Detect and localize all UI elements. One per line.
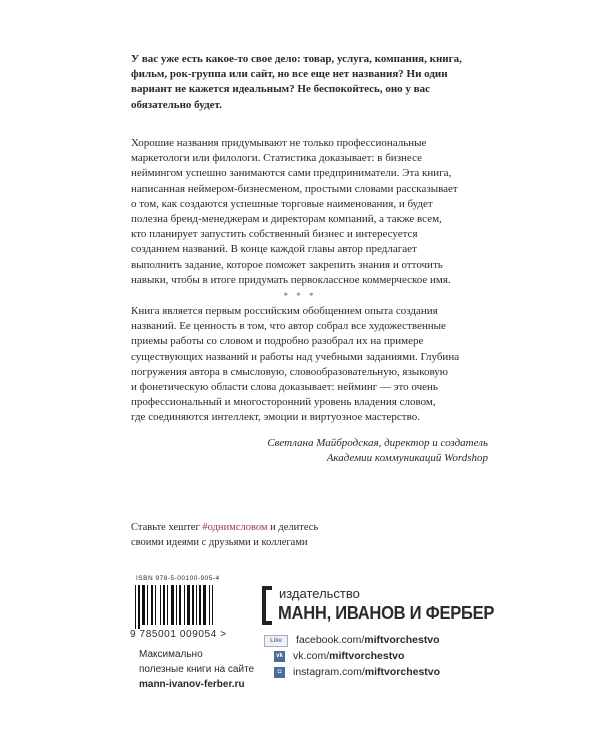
barcode-bar	[163, 585, 165, 625]
barcode-bar	[209, 585, 210, 625]
text-line: профессиональный и многосторонний уровень владения словом,	[131, 396, 436, 409]
link-prefix: instagram.com/	[293, 666, 365, 678]
barcode-bar	[151, 585, 153, 625]
barcode-bar	[142, 585, 145, 625]
signature	[267, 436, 488, 466]
text-line: где соединяются интеллект, эмоции и виртуозное мастерство.	[131, 411, 420, 424]
barcode-bar	[203, 585, 206, 625]
text-line: Книга является первым российским обобщением опыта создания	[131, 305, 438, 317]
link-prefix: vk.com/	[293, 650, 330, 662]
text-line: выполнить задание, которое поможет закрепить знания и отточить	[131, 258, 443, 271]
barcode-bar	[192, 585, 194, 625]
site-link[interactable]: mann-ivanov-ferber.ru	[139, 679, 245, 690]
text-line: написанная неймером-бизнесменом, простыми словами рассказывает	[131, 182, 458, 195]
text-line: и фонетическую области слова доказывает: нейминг — это очень	[131, 381, 438, 394]
barcode-bar	[212, 585, 213, 625]
barcode-bar	[147, 585, 148, 625]
link-handle: miftvorchestvo	[364, 666, 441, 678]
signature-line: Академии коммуникаций Wordshop	[326, 452, 488, 464]
publisher-name: МАНН, ИВАНОВ И ФЕРБЕР	[278, 603, 495, 623]
text-line: приемы работы со словом и подробно разобрал их на примере	[131, 335, 424, 348]
text-line: о том, как создаются успешные торговые наименования, и будет	[131, 197, 433, 210]
text-line: существующих названий и работы над учебными заданиями. Глубина	[131, 350, 460, 363]
barcode-bar	[196, 585, 197, 625]
text-line: обязательно будет.	[131, 98, 222, 111]
like-icon: Like	[264, 635, 288, 647]
text-line: своими идеями с друзьями и коллегами	[131, 536, 308, 548]
barcode-bar	[199, 585, 201, 625]
barcode-bar	[135, 585, 136, 629]
hashtag-note	[131, 521, 318, 550]
text-line: вариант не кажется идеальным? Не беспокойтесь, оно у вас	[131, 83, 430, 96]
social-instagram[interactable]	[274, 666, 440, 679]
link-handle: miftvorchestvo	[329, 650, 405, 662]
text-line: У вас уже есть какое-то свое дело: товар, услуга, компания, книга,	[131, 53, 462, 65]
isbn: ISBN 978-5-00100-905-4	[136, 575, 220, 582]
site-note	[139, 647, 254, 692]
description-paragraph	[131, 136, 458, 288]
text: и делитесь	[267, 522, 319, 533]
text-line: созданием названий. В конце каждой главы автор предлагает	[131, 243, 417, 256]
barcode-bar	[176, 585, 177, 625]
text-line: названий. Ее ценность в том, что автор собрал все художественные	[131, 320, 446, 333]
barcode-bar	[138, 585, 140, 629]
publisher-bracket-logo	[262, 586, 272, 625]
social-facebook[interactable]	[264, 634, 440, 647]
barcode-bar	[179, 585, 181, 625]
social-vk[interactable]	[274, 650, 404, 663]
text-line: погружения автора в смысловую, словообразовательную, языковую	[131, 365, 449, 378]
review-paragraph	[131, 304, 459, 426]
barcode-bar	[184, 585, 185, 625]
barcode-bar	[171, 585, 174, 625]
barcode	[135, 585, 215, 629]
hashtag[interactable]: #однимсловом	[202, 522, 268, 533]
barcode-bar	[160, 585, 161, 625]
barcode-bar	[187, 585, 190, 625]
link-handle: miftvorchestvo	[364, 634, 440, 646]
text-line: фильм, рок-группа или сайт, но все еще нет названия? Ни один	[131, 68, 448, 81]
text-line: кто планирует запустить собственный бизнес и интересуется	[131, 228, 418, 241]
text-line: навыки, чтобы в итоге придумать первоклассное коммерческое имя.	[131, 273, 451, 286]
publisher-label: издательство	[279, 586, 360, 601]
text: Ставьте хештег	[131, 522, 203, 533]
vk-icon: vk	[274, 651, 285, 662]
text-line: полезна бренд-менеджерам и директорам компаний, а также всем,	[131, 213, 442, 226]
text-line: маркетологи или филологи. Статистика доказывает: в бизнесе	[131, 152, 422, 165]
intro-paragraph	[131, 52, 462, 113]
text-line: Хорошие названия придумывают не только профессиональные	[131, 137, 427, 149]
link-prefix: facebook.com/	[296, 634, 365, 646]
barcode-bar	[167, 585, 168, 625]
signature-line: Светлана Майбродская, директор и создатель	[267, 437, 488, 449]
text-line: полезные книги на сайте	[139, 664, 255, 675]
barcode-bar	[155, 585, 156, 625]
separator: * * *	[283, 291, 317, 301]
text-line: Максимально	[139, 649, 203, 660]
text-line: неймингом успешно занимаются сами предприниматели. Эта книга,	[131, 167, 452, 180]
instagram-icon: ◘	[274, 667, 285, 678]
barcode-digits: 9 785001 009054 >	[130, 629, 227, 640]
